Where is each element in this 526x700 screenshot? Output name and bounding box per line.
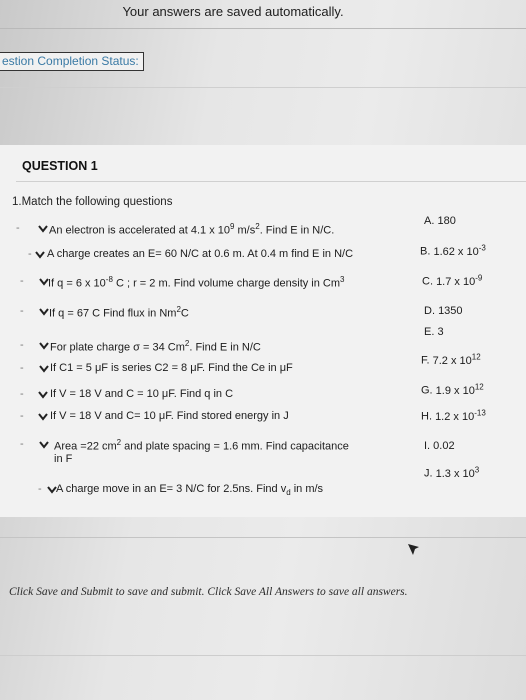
question-title-divider: [16, 181, 526, 182]
match-row: [0, 362, 410, 380]
match-prompt: If q = 67 C Find flux in Nm$^2$C: [49, 305, 189, 320]
autosave-banner: [0, 0, 526, 28]
row-dash: -: [20, 275, 24, 287]
row-dash: -: [20, 388, 24, 400]
match-prompt: For plate charge σ = 34 Cm$^2$. Find E in N/C: [50, 339, 261, 354]
match-prompt: If V = 18 V and C = 10 μF. Find q in C: [50, 388, 234, 400]
answer-letter: H.: [421, 410, 436, 423]
match-row: [0, 248, 410, 266]
answer-option: [424, 215, 456, 227]
match-row: [0, 438, 410, 465]
header-divider: [0, 28, 526, 29]
answer-letter: D.: [424, 305, 439, 317]
answer-option: [424, 465, 479, 480]
match-prompt: A charge creates an E= 60 N/C at 0.6 m. At 0.4 m find E in N/C: [47, 248, 354, 260]
chevron-down-icon[interactable]: [36, 222, 50, 236]
match-prompt: Area =22 $cm^2$ and plate spacing = 1.6 mm. Find capacitance in F: [54, 438, 349, 465]
match-prompt: If C1 = 5 μF is series C2 = 8 μF. Find the Ce in μF: [50, 362, 293, 374]
chevron-down-icon[interactable]: [37, 339, 51, 353]
footer-instruction: Click Save and Submit to save and submit. Click Save All Answers to save all answers.: [9, 586, 408, 598]
answer-letter: A.: [424, 215, 438, 227]
question-title: QUESTION 1: [22, 159, 98, 173]
answer-letter: G.: [421, 384, 436, 397]
row-dash: -: [20, 410, 24, 422]
mouse-pointer-icon: [407, 543, 421, 557]
match-row: [0, 410, 410, 428]
chevron-down-icon[interactable]: [33, 248, 47, 262]
row-dash: -: [20, 362, 24, 374]
match-prompt: If q = 6 x $10^{-8}$ C ; r = 2 m. Find volume charge density in Cm$^3$: [48, 275, 345, 290]
row-dash: -: [20, 305, 24, 317]
answer-letter: F.: [421, 354, 433, 367]
answer-option: [421, 382, 484, 397]
answer-value: 1.9 x $10^{12}$: [435, 382, 484, 397]
question-instruction: 1.Match the following questions: [12, 196, 173, 208]
chevron-down-icon[interactable]: [37, 362, 51, 376]
answer-option: [421, 352, 481, 367]
answer-option: [422, 273, 482, 288]
answer-value: 1350: [438, 305, 463, 317]
chevron-down-icon[interactable]: [36, 410, 50, 424]
answer-letter: I.: [424, 440, 434, 452]
match-row: [0, 339, 410, 357]
question-completion-status[interactable]: [0, 52, 144, 71]
autosave-text: Your answers are saved automatically.: [122, 4, 344, 19]
row-dash: -: [16, 222, 20, 234]
match-prompt: An electron is accelerated at 4.1 x $10^9$ $m/s^2$. Find E in N/C.: [49, 222, 335, 237]
match-row: [0, 388, 410, 406]
answer-option: [424, 305, 463, 317]
answer-value: 1.3 x $10^3$: [435, 465, 480, 480]
row-dash: -: [20, 438, 24, 450]
answer-value: 1.7 x $10^{-9}$: [436, 273, 483, 288]
answer-value: 7.2 x $10^{12}$: [432, 352, 481, 367]
chevron-down-icon[interactable]: [36, 388, 50, 402]
match-prompt: A charge move in an E= 3 N/C for 2.5ns. Find $v_d$ in m/s: [56, 483, 324, 498]
bottom-divider: [0, 655, 526, 656]
answer-value: 3: [437, 326, 444, 338]
row-dash: -: [28, 248, 32, 260]
status-label: estion Completion Status:: [2, 54, 139, 68]
answer-letter: B.: [420, 245, 434, 258]
match-row: [0, 222, 410, 240]
footer-divider: [0, 537, 526, 538]
answer-value: 0.02: [433, 440, 455, 452]
answer-letter: E.: [424, 326, 438, 338]
chevron-down-icon[interactable]: [37, 438, 51, 452]
row-dash: -: [20, 339, 24, 351]
answer-option: [424, 326, 444, 338]
answer-value: 1.2 x $10^{-13}$: [435, 408, 486, 423]
answer-letter: C.: [422, 275, 437, 288]
answer-option: [420, 243, 486, 258]
row-dash: -: [38, 483, 42, 495]
answer-option: [421, 408, 486, 423]
match-row: [0, 275, 410, 293]
answer-value: 180: [437, 215, 456, 227]
answer-option: [424, 440, 455, 452]
match-row: [0, 305, 410, 323]
answer-value: 1.62 x $10^{-3}$: [433, 243, 486, 258]
status-divider: [0, 87, 526, 88]
answer-letter: J.: [424, 467, 436, 480]
match-prompt: If V = 18 V and C= 10 μF. Find stored energy in J: [50, 410, 289, 422]
match-row: [0, 483, 410, 501]
